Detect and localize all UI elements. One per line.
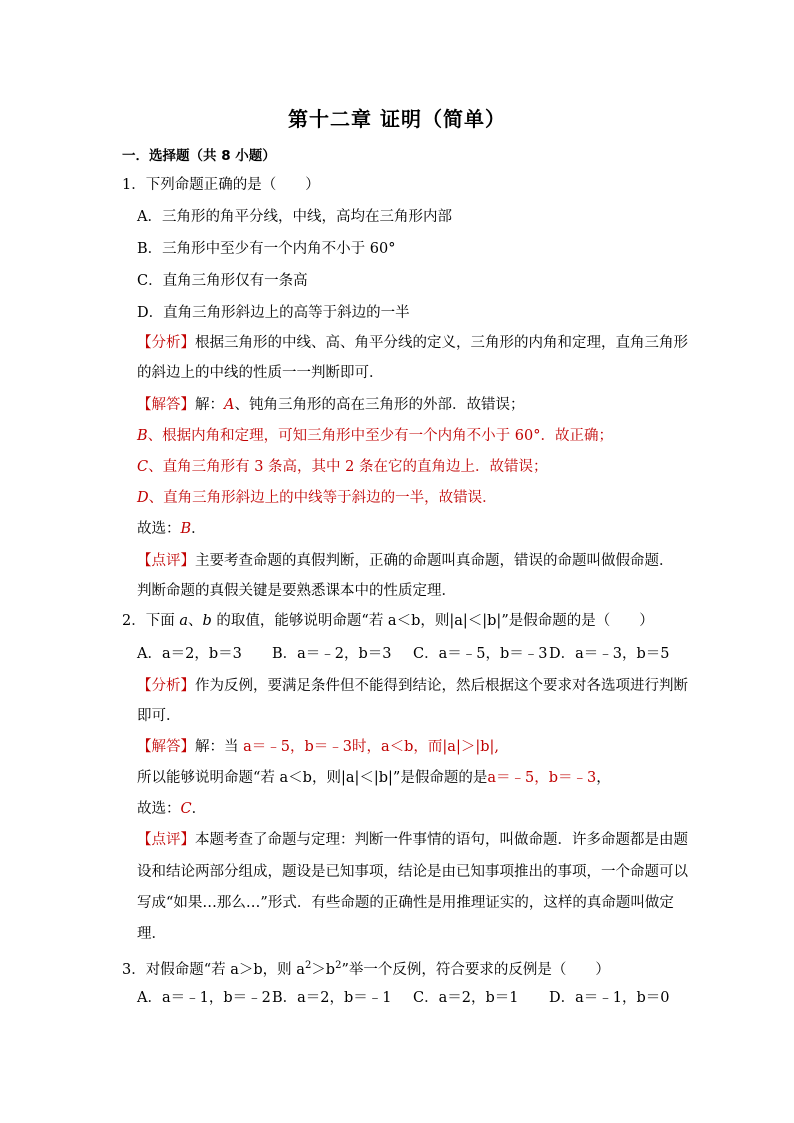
q1-answer-line1 <box>137 395 524 415</box>
q1-comment-text1: 主要考查命题的真假判断，正确的命题叫真命题，错误的命题叫做假命题． <box>195 553 674 569</box>
q1-analysis-label: 【分析】 <box>137 335 195 351</box>
q1-answer-a-rest: 、钝角三角形的高在三角形的外部．故错误； <box>234 397 525 413</box>
q1-answer-label: 【解答】 <box>137 397 195 413</box>
q2-stem-b: b <box>202 613 212 629</box>
q1-option-b: B．三角形中至少有一个内角不小于 60° <box>137 241 396 257</box>
q1-answer-d: D <box>137 490 149 506</box>
q2-answer-red1: a＝﹣5，b＝﹣3时，a＜b，而|a|＞|b|, <box>243 739 499 755</box>
q3-options-row <box>137 988 697 1008</box>
q1-analysis-text1: 根据三角形的中线、高、角平分线的定义，三角形的内角和定理，直角三角形 <box>195 335 688 351</box>
q2-analysis-label: 【分析】 <box>137 678 195 694</box>
q1-choice-pre: 故选： <box>137 521 181 537</box>
q3-option-d: D．a＝﹣1，b＝0 <box>549 990 670 1006</box>
q2-stem <box>122 611 654 631</box>
q2-comment-line4: 理． <box>137 926 166 942</box>
q2-comment-label: 【点评】 <box>137 832 195 848</box>
q2-answer-label: 【解答】 <box>137 739 195 755</box>
page-title: 第十二章 证明（简单） <box>288 107 506 131</box>
q2-analysis-line2: 即可． <box>137 708 181 724</box>
q3-stem-sup1: 2 <box>304 960 312 971</box>
q2-answer-line2 <box>137 768 611 788</box>
q1-choice-line <box>137 519 206 539</box>
q1-answer-d-rest: 、直角三角形斜边上的中线等于斜边的一半，故错误． <box>148 490 497 506</box>
q1-answer-b: B <box>137 428 148 444</box>
q2-comment-text1: 本题考查了命题与定理：判断一件事情的语句，叫做命题．许多命题都是由题 <box>195 832 688 848</box>
q2-comment-line2: 设和结论两部分组成，题设是已知事项，结论是由已知事项推出的事项，一个命题可以 <box>137 864 688 880</box>
q3-stem-post: ”举一个反例，符合要求的反例是（ ） <box>341 961 610 978</box>
q1-comment-line2: 判断命题的真假关键是要熟悉课本中的性质定理． <box>137 583 456 599</box>
q2-analysis-line1 <box>137 676 688 696</box>
q2-answer-red2: a＝﹣5，b＝﹣3 <box>487 770 597 786</box>
q2-option-d: D．a＝﹣3，b＝5 <box>549 646 670 662</box>
q3-stem-pre: 3．对假命题“若 a＞b，则 a <box>122 961 305 978</box>
q2-comment-line1 <box>137 830 688 850</box>
q1-answer-a: A <box>224 397 235 413</box>
q3-option-c: C．a＝2，b＝1 <box>413 990 519 1006</box>
q2-choice-letter: C <box>180 801 192 817</box>
q3-option-b: B．a＝2，b＝﹣1 <box>272 990 392 1006</box>
q2-option-a: A．a＝2，b＝3 <box>137 646 242 662</box>
q1-analysis-line1 <box>137 333 688 353</box>
q2-answer-pre: 解：当 <box>195 739 244 755</box>
q2-stem-pre: 2．下面 <box>122 613 180 629</box>
q2-choice-pre: 故选： <box>137 801 181 817</box>
q1-stem: 1．下列命题正确的是（ ） <box>122 177 320 193</box>
q2-answer-line1 <box>137 737 499 757</box>
q1-answer-line4 <box>137 488 497 508</box>
q1-comment-label: 【点评】 <box>137 553 195 569</box>
q2-choice-line <box>137 799 206 819</box>
q1-answer-pre: 解： <box>195 397 224 413</box>
q2-choice-post: ． <box>191 801 207 817</box>
q3-stem-sup2: 2 <box>335 960 342 971</box>
q2-answer-pre2: 所以能够说明命题“若 a＜b，则|a|＜|b|”是假命题的是 <box>137 770 488 786</box>
q2-option-c: C．a＝﹣5，b＝﹣3 <box>413 646 548 662</box>
q2-stem-a: a <box>179 613 188 629</box>
q1-answer-b-rest: 、根据内角和定理，可知三角形中至少有一个内角不小于 60°．故正确； <box>147 428 613 444</box>
q1-choice-letter: B <box>180 521 192 537</box>
section-heading: 一．选择题（共 8 小题） <box>122 148 276 164</box>
q1-analysis-line2: 的斜边上的中线的性质一一判断即可． <box>137 365 384 381</box>
q1-option-d: D．直角三角形斜边上的高等于斜边的一半 <box>137 305 410 321</box>
q1-answer-line2 <box>137 426 613 446</box>
q2-stem-post: 的取值，能够说明命题“若 a＜b，则|a|＜|b|”是假命题的是（ ） <box>211 613 654 629</box>
q1-comment-line1 <box>137 551 674 571</box>
q1-option-c: C．直角三角形仅有一条高 <box>137 273 308 289</box>
q3-option-a: A．a＝﹣1，b＝﹣2 <box>137 990 271 1006</box>
q2-analysis-text1: 作为反例，要满足条件但不能得到结论，然后根据这个要求对各选项进行判断 <box>195 678 688 694</box>
q1-option-a: A．三角形的角平分线，中线，高均在三角形内部 <box>137 209 452 225</box>
q2-options-row <box>137 644 697 664</box>
q3-stem-mid: ＞b <box>311 961 336 978</box>
q2-answer-post2: ， <box>596 770 611 786</box>
q1-choice-post: ． <box>191 521 206 537</box>
q1-answer-c: C <box>137 459 149 475</box>
q2-option-b: B．a＝﹣2，b＝3 <box>272 646 392 662</box>
q1-answer-c-rest: 、直角三角形有 3 条高，其中 2 条在它的直角边上．故错误； <box>148 459 548 475</box>
q2-stem-mid: 、 <box>188 613 203 629</box>
q2-comment-line3: 写成“如果…那么…”形式．有些命题的正确性是用推理证实的，这样的真命题叫做定 <box>137 895 674 911</box>
q3-stem <box>122 956 610 980</box>
q1-answer-line3 <box>137 457 548 477</box>
